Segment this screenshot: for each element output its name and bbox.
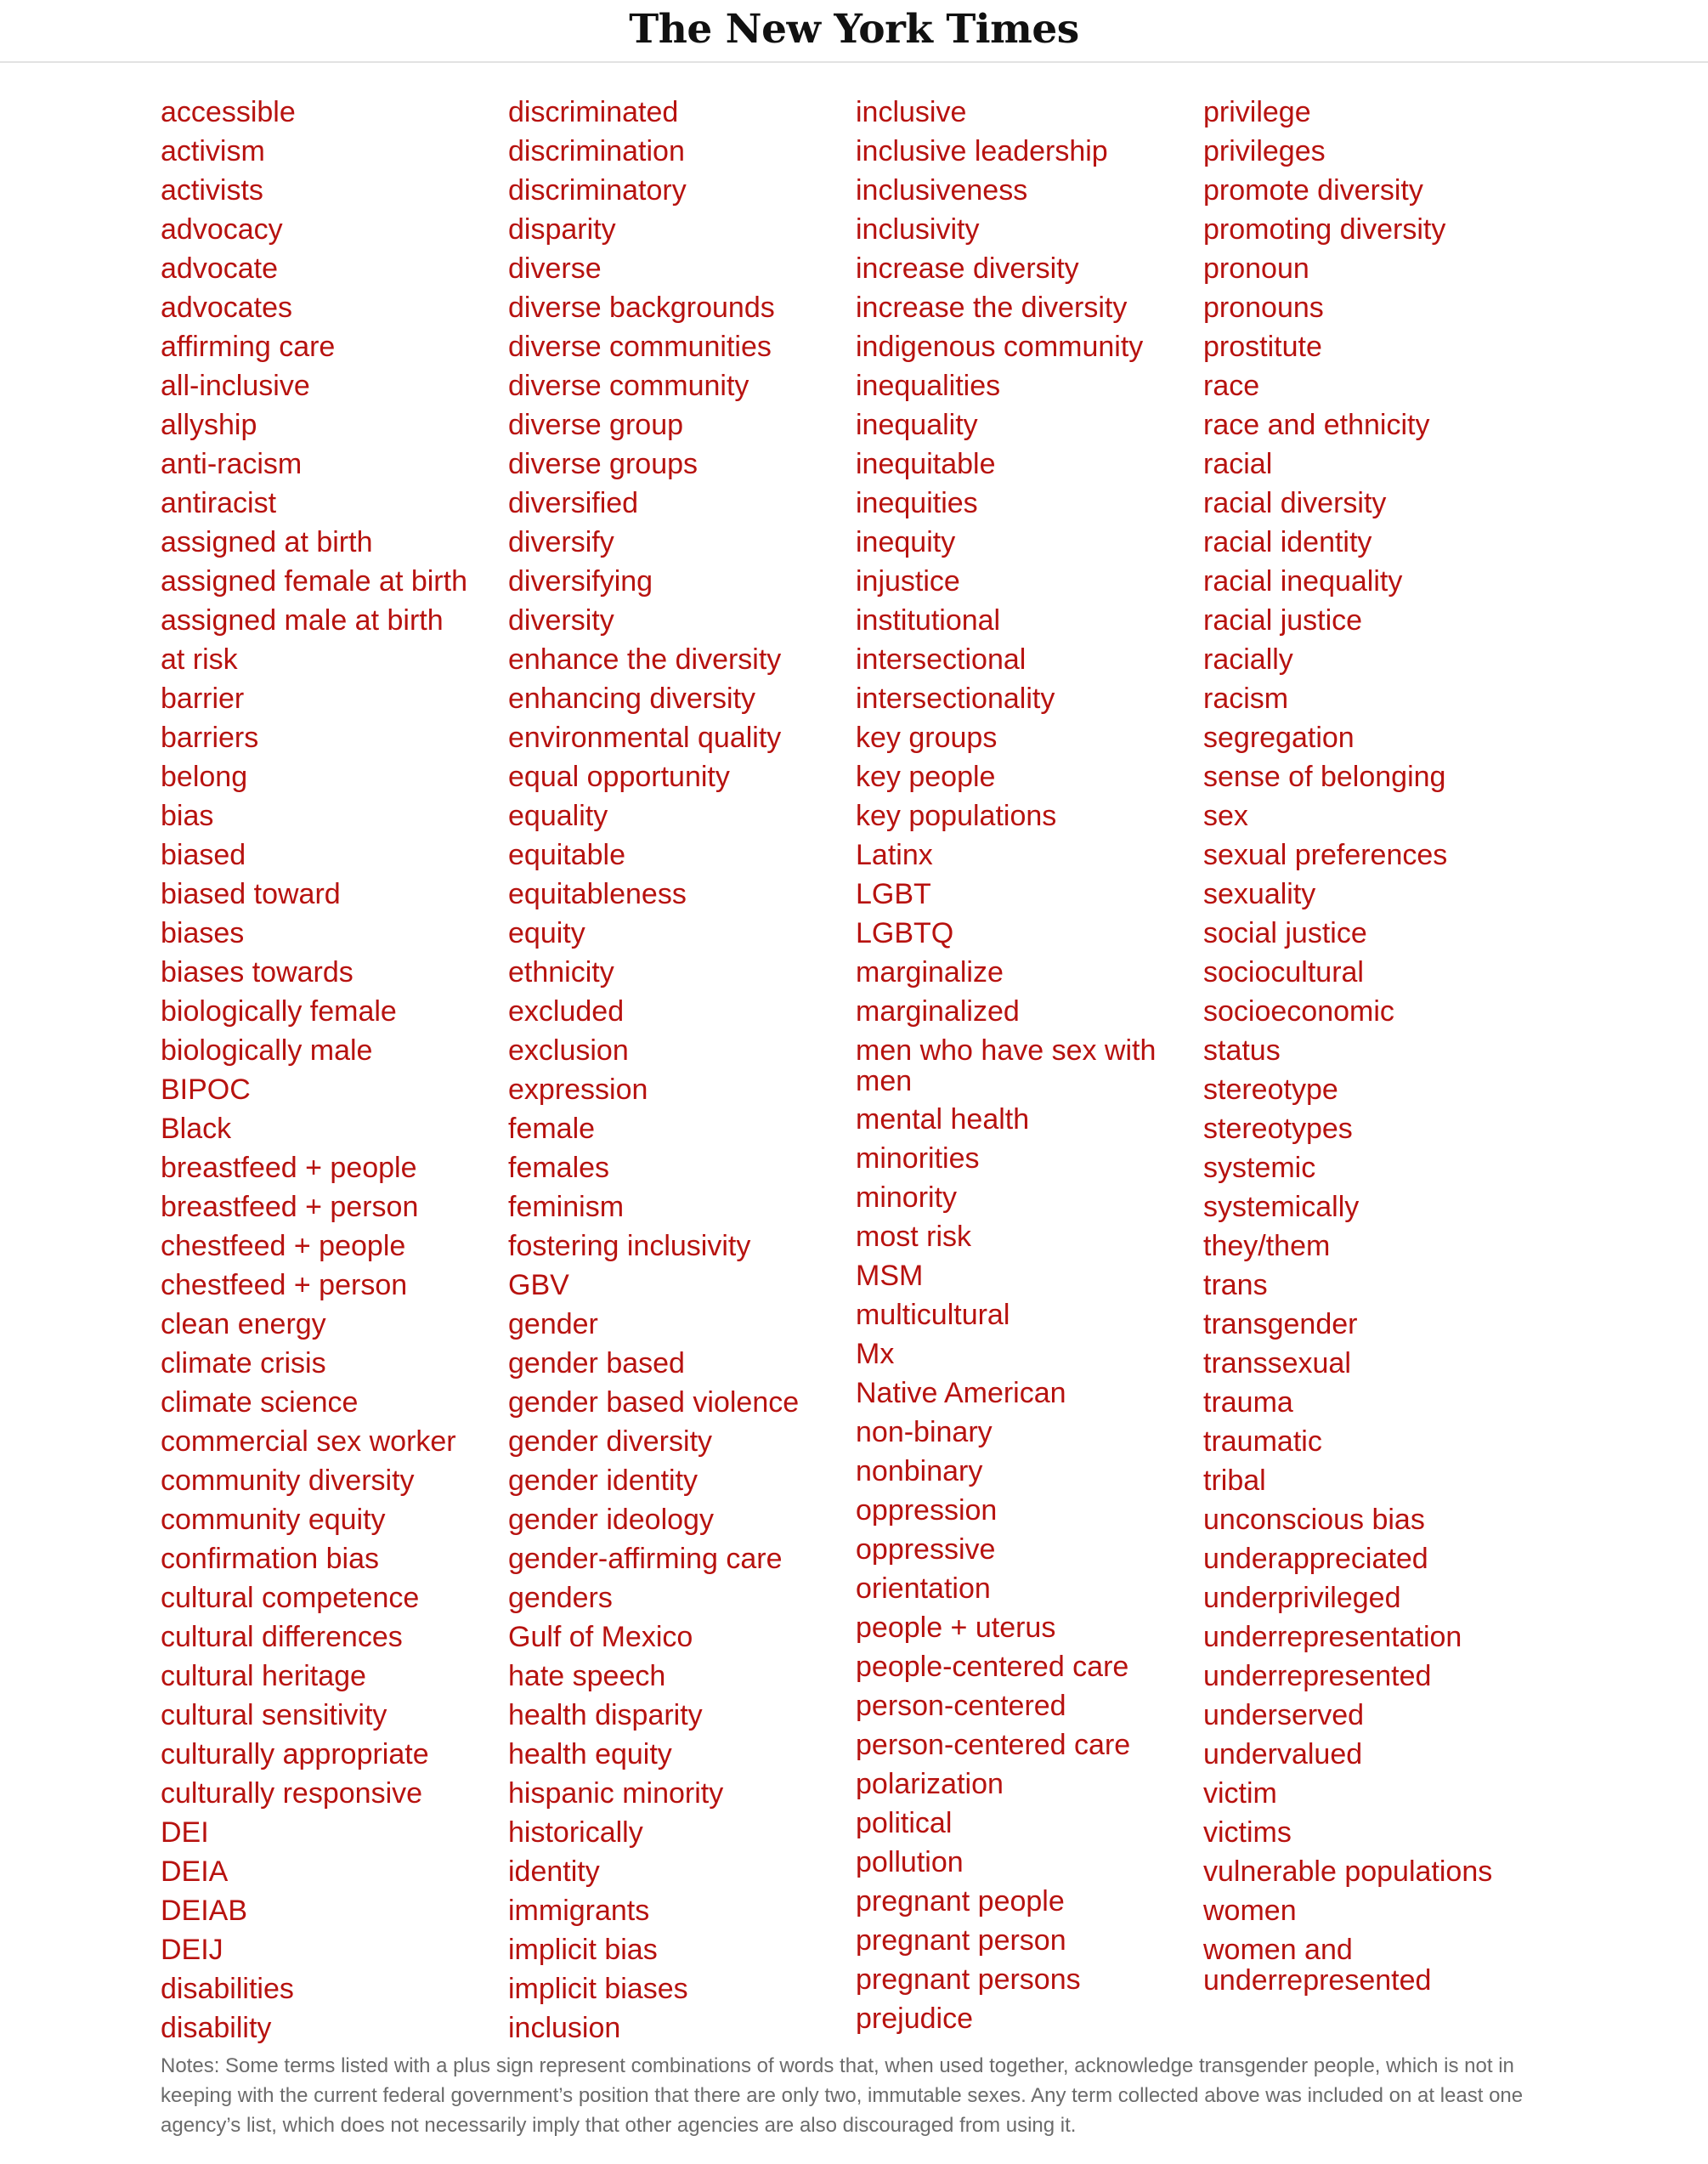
term-item: privilege <box>1203 96 1311 128</box>
term-item: biologically male <box>161 1034 373 1067</box>
term-item: inclusiveness <box>856 174 1028 207</box>
term-item: Black <box>161 1113 232 1145</box>
term-item: belong <box>161 761 248 793</box>
term-item: women and underrepresented <box>1203 1934 1432 1997</box>
term-item: at risk <box>161 643 238 676</box>
term-item: promote diversity <box>1203 174 1423 207</box>
term-item: affirming care <box>161 331 336 363</box>
term-item: racially <box>1203 643 1293 676</box>
term-item: marginalize <box>856 956 1004 989</box>
term-item: disparity <box>508 213 616 246</box>
term-item: implicit bias <box>508 1934 658 1966</box>
term-item: men who have sex with men <box>856 1034 1157 1097</box>
term-item: marginalized <box>856 995 1020 1028</box>
term-item: unconscious bias <box>1203 1504 1425 1536</box>
term-list <box>161 96 1554 2044</box>
term-item: racial inequality <box>1203 565 1403 598</box>
term-item: DEIAB <box>161 1895 248 1927</box>
term-item: pregnant persons <box>856 1963 1081 1996</box>
term-item: pronouns <box>1203 292 1324 324</box>
term-item: diverse community <box>508 370 749 402</box>
term-item: traumatic <box>1203 1425 1322 1458</box>
term-item: sense of belonging <box>1203 761 1446 793</box>
term-item: victim <box>1203 1777 1277 1810</box>
term-item: disabilities <box>161 1973 294 2005</box>
term-item: discriminatory <box>508 174 687 207</box>
term-item: enhance the diversity <box>508 643 782 676</box>
term-item: racial justice <box>1203 604 1363 637</box>
term-item: historically <box>508 1816 643 1849</box>
term-item: people-centered care <box>856 1651 1129 1683</box>
term-item: ethnicity <box>508 956 614 989</box>
term-item: Latinx <box>856 839 933 871</box>
term-item: cultural competence <box>161 1582 420 1614</box>
term-item: culturally appropriate <box>161 1738 429 1770</box>
term-column-3 <box>856 97 1196 2042</box>
term-item: racism <box>1203 683 1289 715</box>
term-item: female <box>508 1113 596 1145</box>
term-item: genders <box>508 1582 613 1614</box>
term-item: advocates <box>161 292 292 324</box>
term-item: socioeconomic <box>1203 995 1394 1028</box>
term-item: undervalued <box>1203 1738 1363 1770</box>
term-item: expression <box>508 1074 648 1106</box>
term-item: pronoun <box>1203 252 1309 285</box>
term-item: enhancing diversity <box>508 683 756 715</box>
term-item: person-centered <box>856 1690 1066 1722</box>
term-item: DEIJ <box>161 1934 223 1966</box>
term-item: person-centered care <box>856 1729 1131 1761</box>
term-item: prostitute <box>1203 331 1322 363</box>
term-item: diversifying <box>508 565 653 598</box>
term-item: advocacy <box>161 213 283 246</box>
term-item: bias <box>161 800 214 832</box>
term-item: biased toward <box>161 878 341 910</box>
term-item: stereotypes <box>1203 1113 1353 1145</box>
term-item: excluded <box>508 995 625 1028</box>
term-item: inequities <box>856 487 978 519</box>
term-item: sociocultural <box>1203 956 1364 989</box>
term-item: disability <box>161 2012 272 2044</box>
term-item: inclusion <box>508 2012 621 2044</box>
term-item: allyship <box>161 409 257 441</box>
nyt-logo[interactable]: The New York Times <box>629 6 1079 53</box>
term-item: victims <box>1203 1816 1292 1849</box>
term-item: institutional <box>856 604 1001 637</box>
term-item: vulnerable populations <box>1203 1855 1493 1888</box>
term-item: diverse group <box>508 409 684 441</box>
term-item: breastfeed + people <box>161 1152 417 1184</box>
term-item: health equity <box>508 1738 672 1770</box>
term-item: exclusion <box>508 1034 629 1067</box>
term-item: Gulf of Mexico <box>508 1621 693 1653</box>
term-item: GBV <box>508 1269 569 1301</box>
term-item: all-inclusive <box>161 370 310 402</box>
term-item: barrier <box>161 683 245 715</box>
term-item: tribal <box>1203 1464 1266 1497</box>
term-item: minorities <box>856 1142 980 1175</box>
term-column-2 <box>508 97 848 2052</box>
term-item: political <box>856 1807 953 1839</box>
term-item: females <box>508 1152 610 1184</box>
term-item: pregnant person <box>856 1924 1066 1957</box>
term-item: non-binary <box>856 1416 993 1448</box>
term-item: systemically <box>1203 1191 1360 1223</box>
term-item: inequalities <box>856 370 1001 402</box>
term-item: privileges <box>1203 135 1326 167</box>
term-item: racial <box>1203 448 1273 480</box>
term-item: diversified <box>508 487 639 519</box>
term-item: biased <box>161 839 246 871</box>
term-item: advocate <box>161 252 278 285</box>
term-item: oppressive <box>856 1533 996 1566</box>
term-item: biases <box>161 917 245 949</box>
term-item: equitable <box>508 839 626 871</box>
term-item: confirmation bias <box>161 1543 380 1575</box>
term-item: Native American <box>856 1377 1066 1409</box>
term-item: race and ethnicity <box>1203 409 1430 441</box>
term-item: community diversity <box>161 1464 415 1497</box>
notes-text: Notes: Some terms listed with a plus sign represent combinations of words that, when used together, acknowledge transgender people, which is not in keeping with the current federal government’s position that there are only two, immutable sexes. Any term collected above was included on at least one agency’s list, which does not necessarily imply that other agencies are also discouraged from using it. <box>161 2054 1524 2137</box>
term-item: gender ideology <box>508 1504 714 1536</box>
term-item: gender based violence <box>508 1386 800 1419</box>
term-item: cultural heritage <box>161 1660 366 1692</box>
term-item: inequitable <box>856 448 996 480</box>
term-item: gender-affirming care <box>508 1543 783 1575</box>
term-item: gender diversity <box>508 1425 713 1458</box>
term-item: inclusivity <box>856 213 980 246</box>
term-item: pollution <box>856 1846 964 1878</box>
term-item: transsexual <box>1203 1347 1351 1379</box>
term-item: discriminated <box>508 96 679 128</box>
term-item: anti-racism <box>161 448 303 480</box>
term-item: equality <box>508 800 608 832</box>
term-item: chestfeed + people <box>161 1230 406 1262</box>
term-item: cultural sensitivity <box>161 1699 387 1731</box>
term-item: increase the diversity <box>856 292 1128 324</box>
term-item: underserved <box>1203 1699 1365 1731</box>
term-item: nonbinary <box>856 1455 983 1487</box>
term-item: Mx <box>856 1338 895 1370</box>
term-item: DEI <box>161 1816 209 1849</box>
term-item: activists <box>161 174 263 207</box>
term-item: key groups <box>856 722 998 754</box>
term-item: people + uterus <box>856 1612 1056 1644</box>
term-item: underrepresented <box>1203 1660 1432 1692</box>
term-item: commercial sex worker <box>161 1425 456 1458</box>
term-item: diversify <box>508 526 614 558</box>
term-item: diverse communities <box>508 331 772 363</box>
term-item: oppression <box>856 1494 998 1527</box>
term-item: multicultural <box>856 1299 1010 1331</box>
term-item: intersectional <box>856 643 1026 676</box>
term-item: race <box>1203 370 1260 402</box>
term-item: mental health <box>856 1103 1030 1136</box>
term-item: status <box>1203 1034 1281 1067</box>
term-item: diversity <box>508 604 614 637</box>
term-item: they/them <box>1203 1230 1331 1262</box>
term-item: prejudice <box>856 2003 973 2035</box>
term-item: immigrants <box>508 1895 650 1927</box>
term-item: women <box>1203 1895 1297 1927</box>
term-item: biologically female <box>161 995 397 1028</box>
term-item: environmental quality <box>508 722 782 754</box>
term-column-1 <box>161 97 501 2052</box>
term-item: transgender <box>1203 1308 1358 1340</box>
term-item: promoting diversity <box>1203 213 1446 246</box>
term-item: LGBTQ <box>856 917 954 949</box>
term-item: climate crisis <box>161 1347 326 1379</box>
term-column-4 <box>1203 97 1543 2003</box>
term-item: fostering inclusivity <box>508 1230 751 1262</box>
term-item: BIPOC <box>161 1074 251 1106</box>
term-item: sexual preferences <box>1203 839 1448 871</box>
term-item: social justice <box>1203 917 1367 949</box>
term-item: cultural differences <box>161 1621 403 1653</box>
term-item: chestfeed + person <box>161 1269 408 1301</box>
term-item: gender identity <box>508 1464 698 1497</box>
term-item: activism <box>161 135 265 167</box>
term-item: culturally responsive <box>161 1777 423 1810</box>
term-item: indigenous community <box>856 331 1144 363</box>
term-item: systemic <box>1203 1152 1316 1184</box>
term-item: underrepresentation <box>1203 1621 1462 1653</box>
term-item: assigned male at birth <box>161 604 444 637</box>
term-item: stereotype <box>1203 1074 1338 1106</box>
term-item: sex <box>1203 800 1248 832</box>
term-item: racial diversity <box>1203 487 1387 519</box>
term-item: injustice <box>856 565 960 598</box>
term-item: MSM <box>856 1260 924 1292</box>
term-item: trans <box>1203 1269 1268 1301</box>
term-item: diverse groups <box>508 448 698 480</box>
term-item: diverse backgrounds <box>508 292 775 324</box>
term-item: equal opportunity <box>508 761 730 793</box>
term-item: pregnant people <box>856 1885 1065 1918</box>
term-item: segregation <box>1203 722 1355 754</box>
term-item: hispanic minority <box>508 1777 724 1810</box>
term-item: breastfeed + person <box>161 1191 419 1223</box>
term-item: racial identity <box>1203 526 1372 558</box>
term-item: biases towards <box>161 956 353 989</box>
term-item: diverse <box>508 252 602 285</box>
term-item: feminism <box>508 1191 625 1223</box>
term-item: increase diversity <box>856 252 1079 285</box>
term-item: community equity <box>161 1504 386 1536</box>
term-item: inequity <box>856 526 956 558</box>
masthead <box>0 0 1708 63</box>
term-item: intersectionality <box>856 683 1055 715</box>
term-item: equitableness <box>508 878 687 910</box>
term-item: underprivileged <box>1203 1582 1401 1614</box>
term-item: inequality <box>856 409 978 441</box>
term-item: clean energy <box>161 1308 326 1340</box>
term-item: antiracist <box>161 487 277 519</box>
term-item: sexuality <box>1203 878 1316 910</box>
term-item: health disparity <box>508 1699 703 1731</box>
term-item: discrimination <box>508 135 685 167</box>
term-item: assigned at birth <box>161 526 373 558</box>
term-item: key populations <box>856 800 1057 832</box>
term-item: orientation <box>856 1572 991 1605</box>
term-item: LGBT <box>856 878 931 910</box>
term-item: inclusive <box>856 96 967 128</box>
term-item: equity <box>508 917 585 949</box>
term-item: implicit biases <box>508 1973 688 2005</box>
term-item: underappreciated <box>1203 1543 1428 1575</box>
term-item: climate science <box>161 1386 359 1419</box>
term-item: assigned female at birth <box>161 565 467 598</box>
term-item: inclusive leadership <box>856 135 1108 167</box>
term-item: most risk <box>856 1221 971 1253</box>
term-item: accessible <box>161 96 296 128</box>
term-item: gender based <box>508 1347 685 1379</box>
term-item: key people <box>856 761 996 793</box>
term-item: DEIA <box>161 1855 229 1888</box>
term-item: hate speech <box>508 1660 666 1692</box>
term-item: identity <box>508 1855 600 1888</box>
term-item: gender <box>508 1308 598 1340</box>
term-item: barriers <box>161 722 259 754</box>
term-item: minority <box>856 1181 958 1214</box>
term-item: trauma <box>1203 1386 1293 1419</box>
term-item: polarization <box>856 1768 1004 1800</box>
